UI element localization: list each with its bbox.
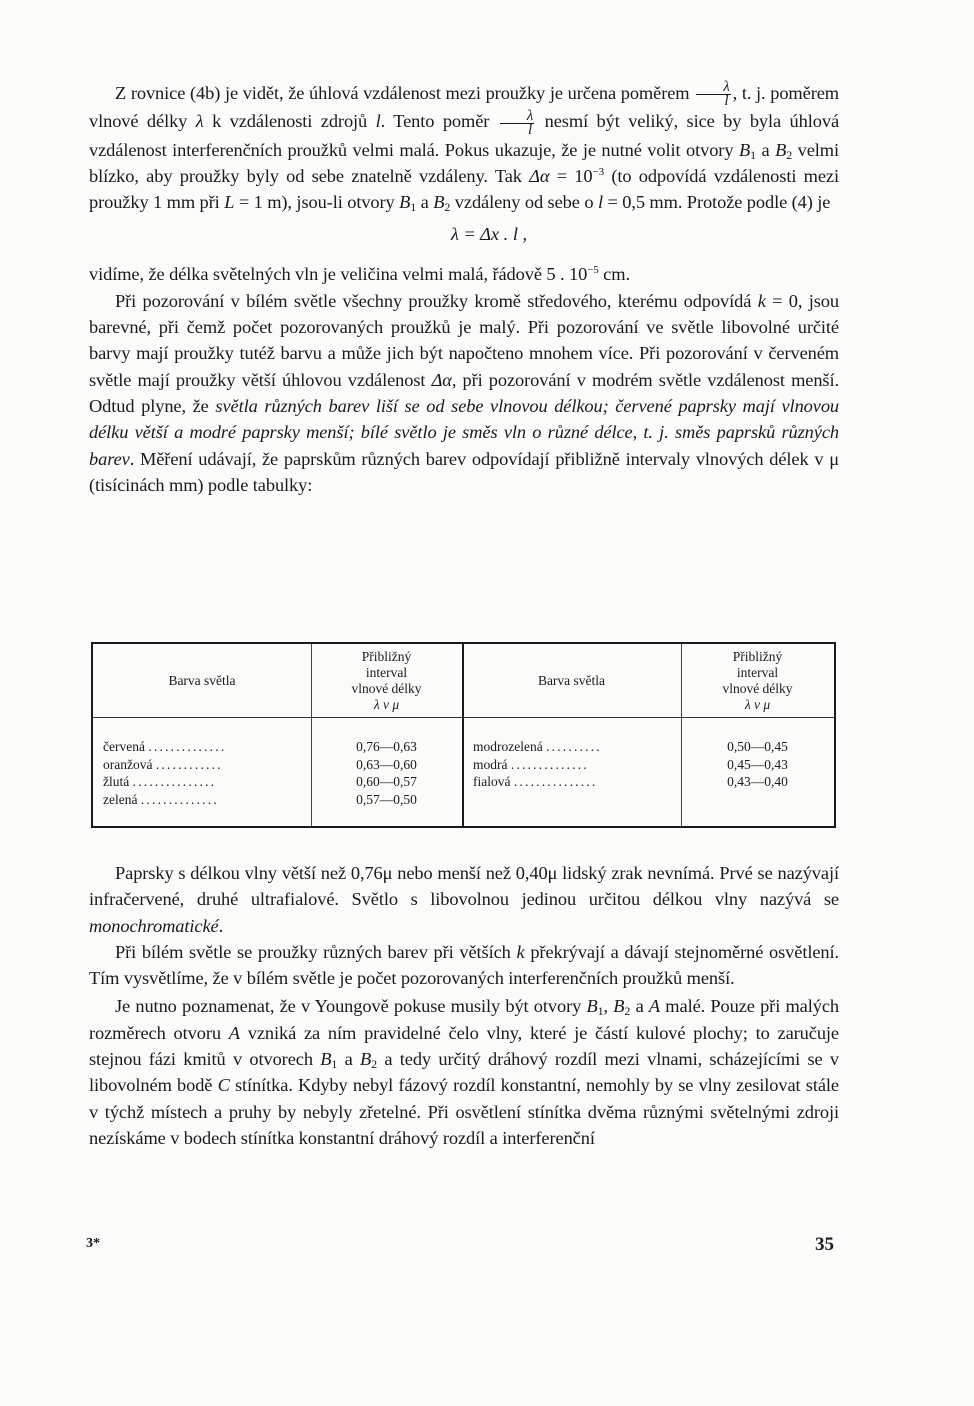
leader-dots: .............. [148, 739, 227, 754]
signature-mark: 3* [86, 1236, 100, 1251]
frac-num: λ [696, 81, 730, 95]
leader-dots: .......... [546, 739, 602, 754]
wavelength-table [91, 642, 836, 828]
equation: λ = Δx . l , [450, 224, 528, 245]
superscript: −3 [592, 165, 605, 178]
text: nesmí být veliký, sice by byla úhlová vzdálenost interferenčních proužků velmi malá. Pokus ukazuje, že je nutné volit otvory [89, 111, 840, 160]
table-row [473, 756, 602, 774]
subscript: 1 [597, 1004, 604, 1019]
header-label: vlnové délky [722, 680, 793, 696]
left-interval-column [311, 738, 462, 808]
subscript: 2 [371, 1057, 378, 1072]
color-name: modrozelená [473, 739, 543, 754]
text: . Tento poměr [380, 111, 498, 132]
math-B: B [360, 1049, 372, 1070]
frac-den: l [724, 93, 729, 110]
text: k vzdálenosti zdrojů [203, 111, 376, 132]
header-color-right [462, 644, 681, 717]
math-lambda: λ [195, 111, 204, 132]
subscript: 1 [331, 1057, 338, 1072]
interval-value: 0,76—0,63 [356, 739, 417, 754]
leader-dots: ............... [513, 774, 598, 789]
subscript: 1 [750, 147, 756, 162]
header-label: Přibližný [361, 648, 412, 664]
header-label: Barva světla [537, 673, 606, 688]
page-number: 35 [815, 1234, 834, 1255]
emphasis-text: světla různých barev liší se od sebe vlnovou délkou; červené paprsky mají vlnovou délku větší a modré paprsky menší; bílé světlo je směs vln o různé délce, t. j. směs paprsků různých barev [89, 395, 840, 469]
paragraph-6 [89, 993, 839, 1151]
table-row [473, 738, 602, 756]
paragraph-3 [89, 288, 839, 498]
text: malé. Pouze při malých rozměrech otvoru [89, 996, 839, 1043]
math-B: B [586, 996, 598, 1017]
header-label: vlnové délky [351, 680, 422, 696]
text: a [416, 192, 434, 213]
header-color-left [93, 644, 311, 717]
subscript: 2 [786, 147, 793, 162]
text: = 0, jsou barevné, při čemž počet pozorovaných proužků je malý. Při pozorování ve světle libovolné určité barvy mají proužky tutéž barvu a může jich být napočteno mnohem více. Při pozorování v červeném světle mají proužky větší úhlovou vzdálenost [89, 290, 840, 390]
color-name: oranžová [103, 756, 153, 772]
left-color-column [103, 738, 226, 808]
text: a tedy určitý dráhový rozdíl mezi vlnami, scházejícími se v libovolném bodě [89, 1049, 840, 1096]
header-label: λ v μ [373, 696, 400, 712]
math-B: B [613, 996, 625, 1017]
math-delta-alpha: Δα [431, 369, 452, 390]
text: = 0,5 mm. Protože podle (4) je [602, 192, 831, 213]
text: vzniká za ním pravidelné čelo vlny, které je částí kulové plochy; to zaručuje stejnou fázi kmitů v otvorech [89, 1022, 839, 1070]
color-name: červená [103, 739, 145, 754]
color-name: zelená [103, 791, 138, 807]
text: = 1 m), jsou-li otvory [234, 192, 400, 213]
math-l: l [375, 111, 381, 132]
table-row [473, 773, 602, 791]
text: Při pozorování v bílém světle všechny proužky kromě středového, kterému odpovídá [115, 290, 758, 311]
header-label: interval [736, 664, 779, 680]
text: Je nutno poznamenat, že v Youngově pokuse musily být otvory [115, 996, 587, 1017]
color-name: fialová [473, 774, 511, 789]
leader-dots: ............ [155, 756, 223, 772]
math-k: k [757, 290, 766, 311]
text: . Měření udávají, že paprskům různých barev odpovídají přibližně intervaly vlnových délek v μ (tisícinách mm) podle tabulky: [89, 448, 839, 495]
fraction-lambda-over-l [500, 107, 534, 138]
math-B: B [738, 139, 751, 160]
leader-dots: .............. [140, 791, 219, 807]
header-interval-left [311, 644, 462, 717]
subscript: 2 [444, 200, 451, 215]
table-row [103, 773, 226, 791]
leader-dots: .............. [510, 756, 589, 772]
text: a [337, 1049, 361, 1070]
interval-value: 0,45—0,43 [727, 756, 788, 772]
text: a [755, 139, 776, 160]
text: velmi blízko, aby proužky byly od sebe znatelně vzdáleny. Tak [89, 139, 839, 186]
color-name: žlutá [103, 774, 130, 789]
color-name: modrá [473, 756, 508, 772]
math-B: B [775, 139, 787, 160]
table-row [103, 738, 226, 756]
leader-dots: ............... [132, 774, 217, 789]
right-interval-column [681, 738, 834, 791]
right-color-column [473, 738, 602, 791]
emphasis-text: monochromatické [89, 915, 219, 936]
fraction-lambda-over-l [696, 81, 730, 108]
paragraph-2 [89, 261, 839, 287]
table-row [103, 756, 226, 774]
subscript: 1 [410, 200, 417, 215]
subscript: 2 [624, 1004, 631, 1019]
math-L: L [224, 192, 235, 213]
text: (to odpovídá vzdálenosti mezi proužky 1 mm při [89, 165, 839, 213]
header-label: Barva světla [168, 673, 236, 688]
frac-num: λ [500, 110, 534, 124]
math-k: k [516, 941, 525, 962]
header-interval-right [681, 644, 834, 717]
text: , při pozorování v modrém světle vzdálenost menší. Odtud plyne, že [89, 369, 839, 416]
text: stínítka. Kdyby nebyl fázový rozdíl konstantní, nemohly by se vlny zesilovat stále v týchž místech a pruhy by nebyly zřetelné. Při osvětlení stínítka dvěma různými světelnými zdroji nezískáme v bodech stínítka konstantní dráhový rozdíl a interferenční [89, 1075, 839, 1148]
table-row [103, 791, 226, 809]
header-label: Přibližný [732, 648, 783, 664]
math-A: A [648, 996, 661, 1017]
text: Při bílém světle se proužky různých barev při větších [115, 941, 517, 962]
math-B: B [320, 1049, 332, 1070]
math-B: B [433, 192, 445, 213]
text: Paprsky s délkou vlny větší než 0,76μ nebo menší než 0,40μ lidský zrak nevnímá. Prvé se nazývají infračervené, druhé ultrafialové. Světlo s libovolnou jedinou určitou délkou vlny nazývá se [89, 863, 839, 910]
header-label: λ v μ [744, 696, 771, 712]
text: cm. [598, 264, 630, 285]
superscript: −5 [587, 264, 599, 277]
math-delta-alpha: Δα [529, 165, 550, 186]
math-C: C [217, 1075, 230, 1096]
header-label: interval [365, 664, 408, 680]
interval-value: 0,57—0,50 [356, 791, 417, 807]
frac-den: l [527, 121, 533, 138]
text: . [218, 915, 224, 936]
paragraph-5 [89, 939, 839, 992]
math-l: l [597, 192, 603, 213]
text: Z rovnice (4b) je vidět, že úhlová vzdálenost mezi proužky je určena poměrem [115, 83, 695, 103]
math-A: A [228, 1022, 240, 1043]
text: , t. j. poměrem vlnové délky [89, 83, 839, 132]
page-body-lower [89, 860, 839, 1151]
text: vidíme, že délka světelných vln je veličina velmi malá, řádově 5 . 10 [89, 264, 588, 285]
text: , [603, 996, 614, 1017]
text: a [630, 996, 649, 1017]
interval-value: 0,63—0,60 [356, 756, 417, 772]
interval-value: 0,43—0,40 [727, 774, 788, 789]
text: = 10 [549, 165, 593, 186]
interval-value: 0,50—0,45 [727, 739, 788, 754]
paragraph-1 [89, 80, 839, 215]
interval-value: 0,60—0,57 [356, 774, 417, 789]
math-B: B [399, 192, 411, 213]
paragraph-4 [89, 860, 839, 939]
text: překrývají a dávají stejnoměrné osvětlení. Tím vysvětlíme, že v bílém světle je počet pozorovaných interferenčních proužků menší. [89, 941, 839, 989]
page-body [89, 80, 839, 498]
text: vzdáleny od sebe o [450, 192, 598, 213]
